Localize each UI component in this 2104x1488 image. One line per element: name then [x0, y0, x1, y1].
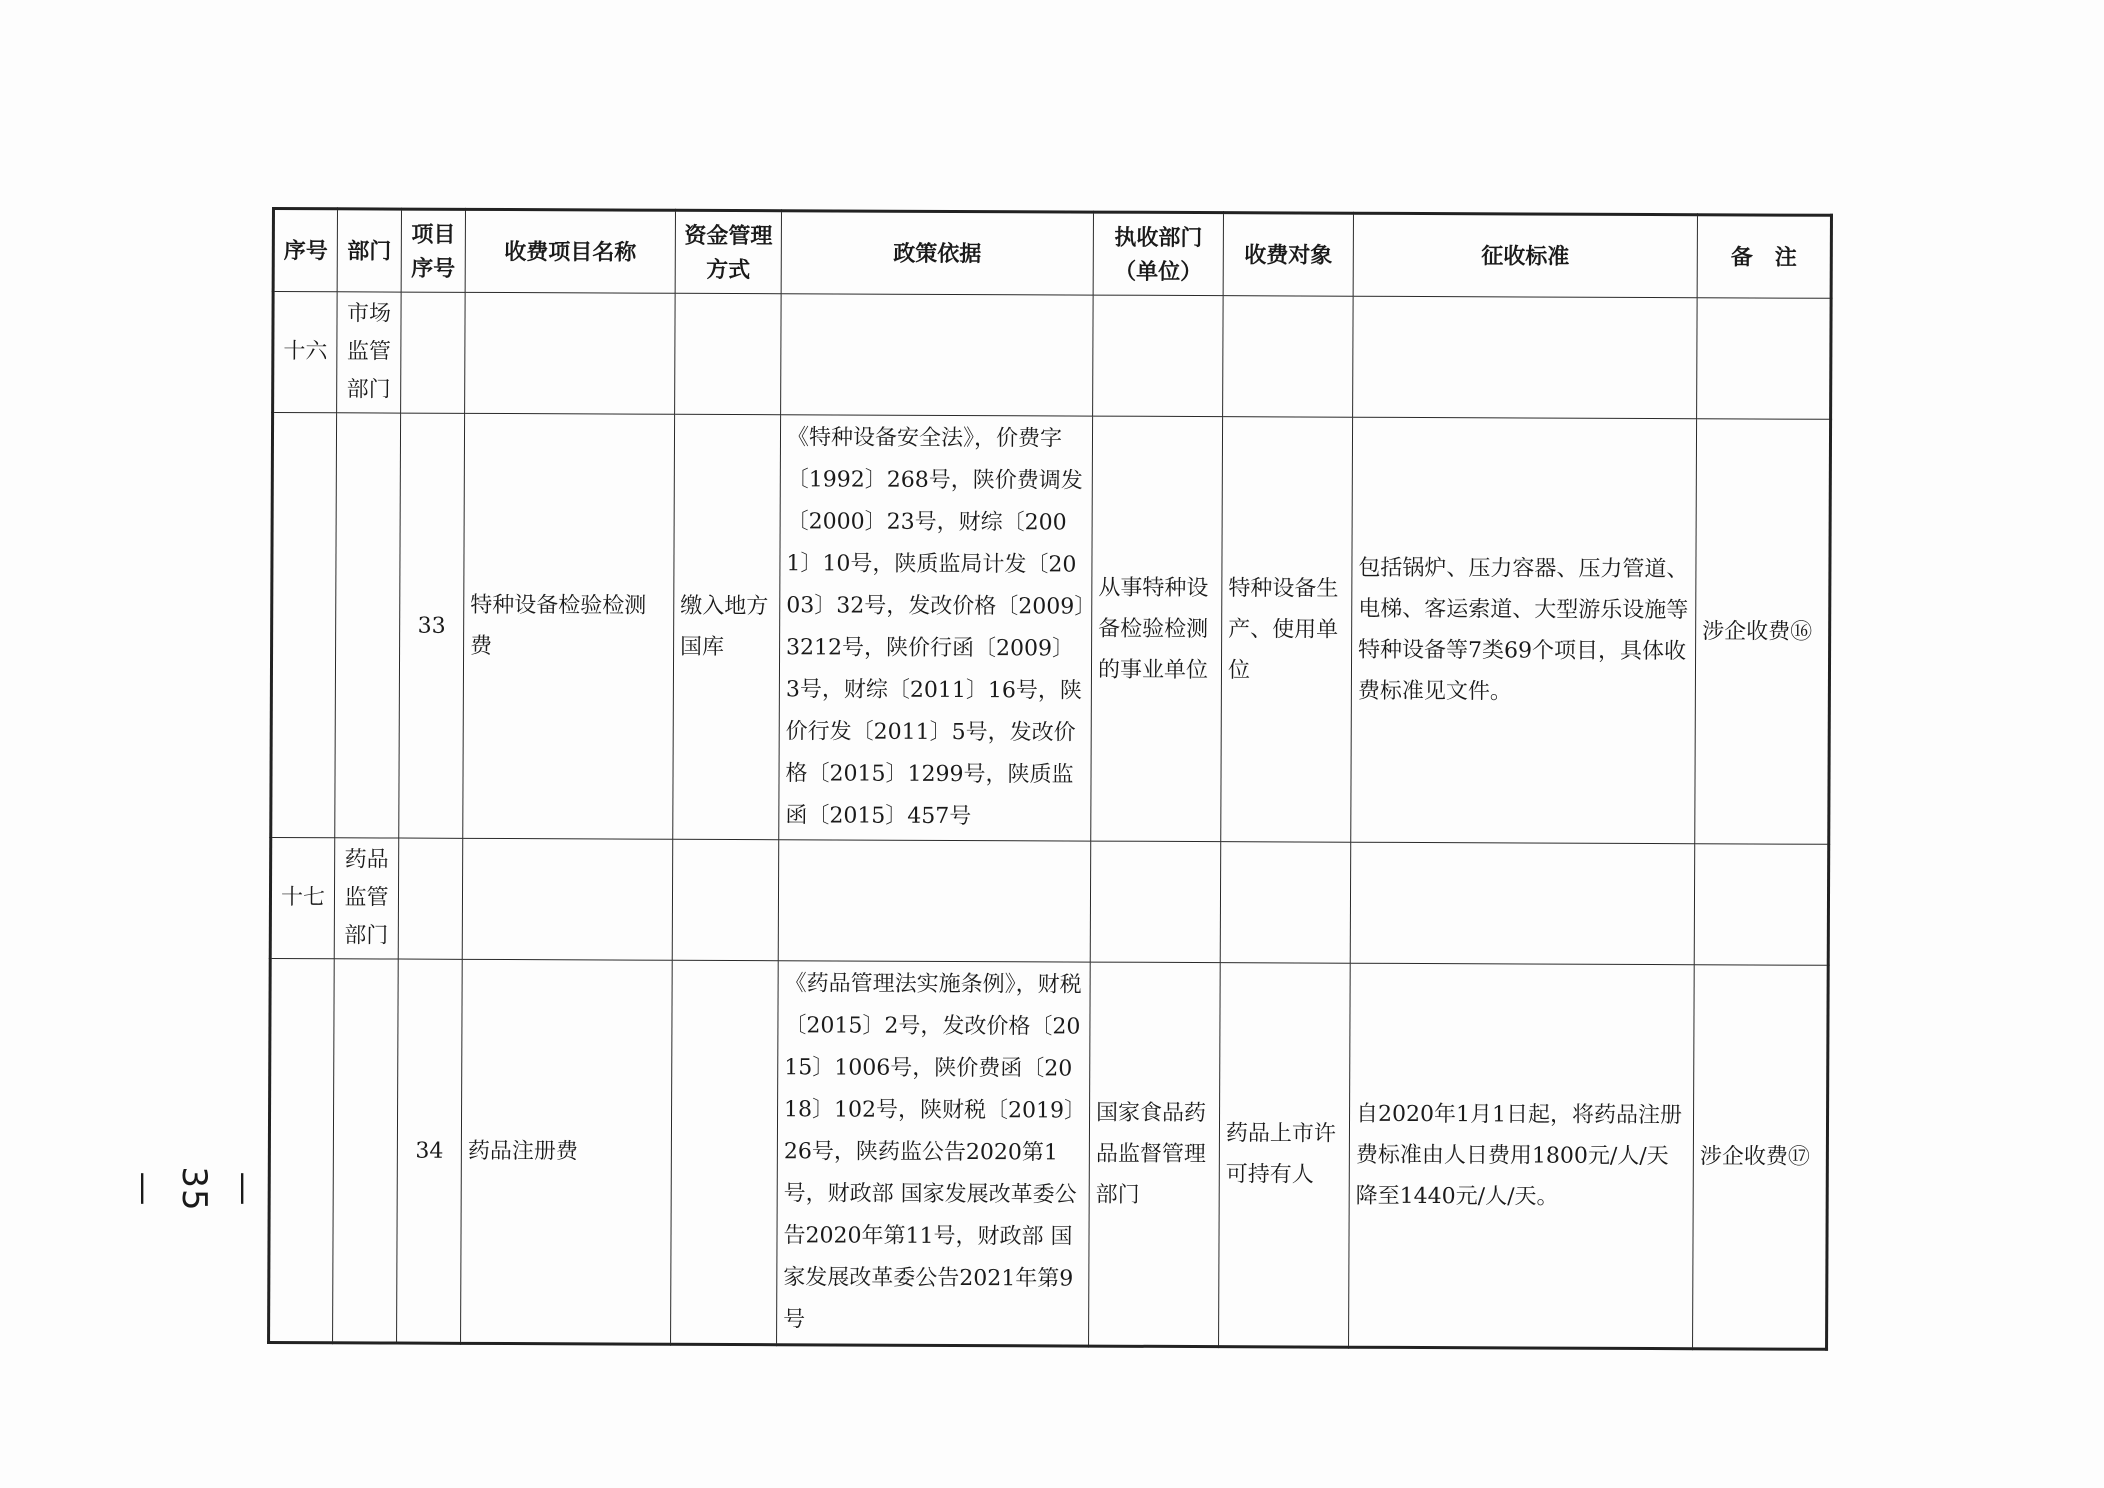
header-item-no: 项目序号: [401, 209, 465, 292]
item-no-cell: 33: [399, 413, 465, 838]
empty-cell: [1223, 296, 1354, 418]
header-note: 备 注: [1697, 215, 1831, 299]
seq-cell: 十七: [270, 838, 335, 959]
header-payer: 收费对象: [1223, 213, 1353, 297]
empty-cell: [1090, 841, 1221, 963]
standard-cell: 自2020年1月1日起，将药品注册费标准由人日费用1800元/人/天降至1440元/人/天。: [1349, 963, 1695, 1348]
seq-cell: 十六: [273, 292, 338, 413]
empty-cell: [672, 839, 779, 960]
empty-cell: [1694, 844, 1829, 966]
empty-cell: [333, 959, 399, 1343]
standard-cell: 包括锅炉、压力容器、压力管道、电梯、客运索道、大型游乐设施等特种设备等7类69个项目，具体收费标准见文件。: [1351, 417, 1697, 843]
empty-cell: [462, 838, 673, 960]
fund-mgmt-cell: 缴入地方国库: [673, 414, 781, 839]
note-cell: 涉企收费⑰: [1693, 965, 1829, 1350]
policy-cell: 《药品管理法实施条例》，财税〔2015〕2号，发改价格〔2015〕1006号，陕价费函〔2018〕102号，陕财税〔2019〕26号，陕药监公告2020第1号，财政部 国家发展改革委公告2020年第11号，财政部 国家发展改革委公告2021年第9号: [777, 961, 1091, 1346]
header-collector: 执收部门（单位）: [1093, 212, 1223, 296]
collector-cell: 国家食品药品监督管理部门: [1089, 962, 1221, 1347]
header-row: [273, 209, 1831, 299]
empty-cell: [1220, 842, 1351, 964]
empty-cell: [675, 293, 782, 414]
page-number: —35—: [124, 1166, 264, 1212]
dept-cell: 市场监管部门: [337, 292, 402, 413]
payer-cell: 药品上市许可持有人: [1219, 963, 1351, 1348]
fund-mgmt-cell: [671, 960, 779, 1344]
empty-cell: [271, 413, 337, 838]
dept-row-market-supervision: [273, 292, 1832, 420]
table-row: [271, 413, 1831, 845]
item-no-cell: 34: [397, 959, 463, 1343]
collector-cell: 从事特种设备检验检测的事业单位: [1091, 416, 1223, 842]
empty-cell: [1093, 295, 1224, 417]
header-policy: 政策依据: [781, 211, 1093, 295]
empty-cell: [335, 413, 401, 838]
item-name-cell: 特种设备检验检测费: [463, 413, 675, 839]
table-row: [269, 958, 1829, 1349]
header-fund-mgmt: 资金管理方式: [675, 210, 781, 293]
note-cell: 涉企收费⑯: [1695, 419, 1831, 845]
empty-cell: [778, 840, 1091, 962]
empty-cell: [401, 292, 466, 413]
empty-cell: [1350, 842, 1695, 964]
payer-cell: 特种设备生产、使用单位: [1221, 417, 1353, 843]
empty-cell: [398, 838, 463, 959]
header-seq: 序号: [273, 209, 337, 292]
header-standard: 征收标准: [1353, 213, 1697, 298]
empty-cell: [269, 958, 335, 1342]
empty-cell: [465, 292, 676, 414]
dept-row-drug-supervision: [270, 838, 1829, 966]
header-dept: 部门: [337, 209, 401, 292]
dept-cell: 药品监管部门: [334, 838, 399, 959]
policy-cell: 《特种设备安全法》，价费字〔1992〕268号，陕价费调发〔2000〕23号，财综〔2001〕10号，陕质监局计发〔2003〕32号，发改价格〔2009〕3212号，陕价行函〔2009〕3号，财综〔2011〕16号，陕价行发〔2011〕5号，发改价格〔2015〕1299号，陕质监函〔2015〕457号: [779, 415, 1093, 841]
header-item-name: 收费项目名称: [465, 209, 675, 293]
item-name-cell: 药品注册费: [461, 959, 673, 1344]
fee-schedule-table: [267, 207, 1833, 1351]
empty-cell: [1697, 298, 1832, 420]
empty-cell: [1353, 296, 1698, 418]
empty-cell: [781, 294, 1094, 416]
